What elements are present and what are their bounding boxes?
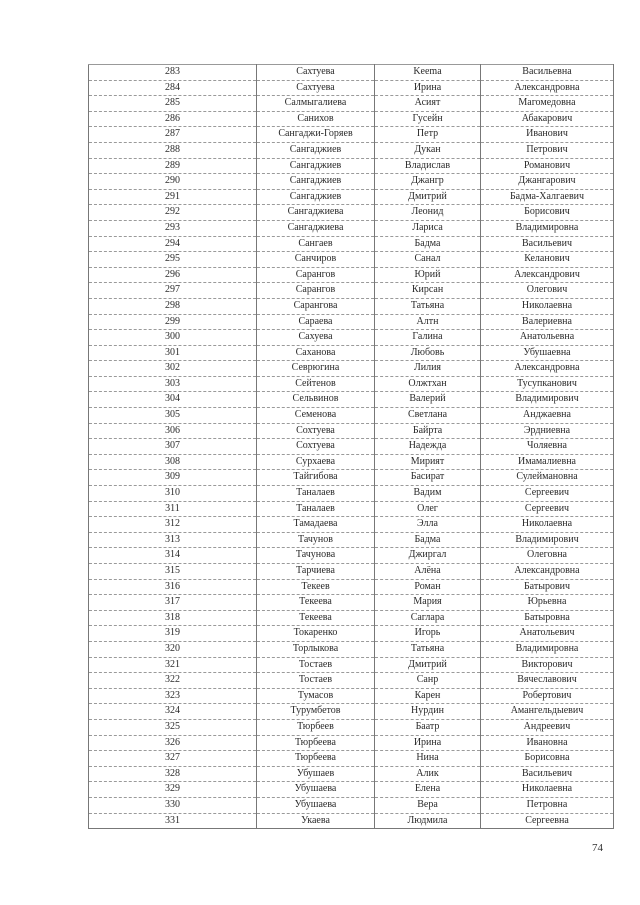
last-name-cell: Сангаджиев — [257, 158, 375, 174]
row-number-cell: 325 — [89, 719, 257, 735]
patronymic-cell: Владимирович — [481, 532, 614, 548]
row-number-cell: 288 — [89, 142, 257, 158]
first-name-cell: Вера — [375, 797, 481, 813]
table-row — [89, 751, 614, 767]
patronymic-cell: Магомедовна — [481, 96, 614, 112]
first-name-cell: Дмитрий — [375, 657, 481, 673]
last-name-cell: Сарангов — [257, 283, 375, 299]
patronymic-cell: Робертович — [481, 688, 614, 704]
row-number-cell: 292 — [89, 205, 257, 221]
table-row — [89, 657, 614, 673]
table-row — [89, 719, 614, 735]
last-name-cell: Семенова — [257, 408, 375, 424]
last-name-cell: Салмыгалиева — [257, 96, 375, 112]
table-row — [89, 532, 614, 548]
first-name-cell: Карен — [375, 688, 481, 704]
row-number-cell: 327 — [89, 751, 257, 767]
row-number-cell: 312 — [89, 517, 257, 533]
last-name-cell: Сохтуева — [257, 439, 375, 455]
last-name-cell: Сурхаева — [257, 454, 375, 470]
table-row — [89, 111, 614, 127]
last-name-cell: Укаева — [257, 813, 375, 829]
table-row — [89, 439, 614, 455]
table-row — [89, 283, 614, 299]
patronymic-cell: Викторович — [481, 657, 614, 673]
last-name-cell: Сангаджиев — [257, 189, 375, 205]
first-name-cell: Гусейн — [375, 111, 481, 127]
last-name-cell: Тарчиева — [257, 564, 375, 580]
patronymic-cell: Убушаевна — [481, 345, 614, 361]
patronymic-cell: Николаевна — [481, 782, 614, 798]
last-name-cell: Сарангов — [257, 267, 375, 283]
row-number-cell: 313 — [89, 532, 257, 548]
last-name-cell: Севрюгина — [257, 361, 375, 377]
last-name-cell: Сахтуева — [257, 80, 375, 96]
table-row — [89, 392, 614, 408]
patronymic-cell: Александровна — [481, 361, 614, 377]
first-name-cell: Роман — [375, 579, 481, 595]
last-name-cell: Сейтенов — [257, 376, 375, 392]
row-number-cell: 323 — [89, 688, 257, 704]
row-number-cell: 298 — [89, 298, 257, 314]
table-row — [89, 345, 614, 361]
patronymic-cell: Романович — [481, 158, 614, 174]
table-row — [89, 65, 614, 81]
last-name-cell: Убушаева — [257, 782, 375, 798]
row-number-cell: 284 — [89, 80, 257, 96]
row-number-cell: 286 — [89, 111, 257, 127]
row-number-cell: 322 — [89, 673, 257, 689]
patronymic-cell: Сулеймановна — [481, 470, 614, 486]
first-name-cell: Елена — [375, 782, 481, 798]
row-number-cell: 305 — [89, 408, 257, 424]
last-name-cell: Токаренко — [257, 626, 375, 642]
table-row — [89, 564, 614, 580]
patronymic-cell: Вячеславович — [481, 673, 614, 689]
patronymic-cell: Владимировна — [481, 641, 614, 657]
table-row — [89, 298, 614, 314]
row-number-cell: 319 — [89, 626, 257, 642]
row-number-cell: 303 — [89, 376, 257, 392]
last-name-cell: Тумасов — [257, 688, 375, 704]
patronymic-cell: Петрович — [481, 142, 614, 158]
table-row — [89, 486, 614, 502]
patronymic-cell: Борисович — [481, 205, 614, 221]
row-number-cell: 289 — [89, 158, 257, 174]
patronymic-cell: Александрович — [481, 267, 614, 283]
row-number-cell: 318 — [89, 610, 257, 626]
last-name-cell: Тостаев — [257, 673, 375, 689]
table-row — [89, 205, 614, 221]
table-row — [89, 673, 614, 689]
table-row — [89, 813, 614, 829]
first-name-cell: Ирина — [375, 80, 481, 96]
table-row — [89, 423, 614, 439]
patronymic-cell: Васильевич — [481, 766, 614, 782]
row-number-cell: 295 — [89, 252, 257, 268]
last-name-cell: Тайгибова — [257, 470, 375, 486]
first-name-cell: Keema — [375, 65, 481, 81]
first-name-cell: Байрта — [375, 423, 481, 439]
first-name-cell: Кирсан — [375, 283, 481, 299]
first-name-cell: Джангр — [375, 174, 481, 190]
last-name-cell: Сахуева — [257, 330, 375, 346]
first-name-cell: Асият — [375, 96, 481, 112]
row-number-cell: 283 — [89, 65, 257, 81]
last-name-cell: Таналаев — [257, 486, 375, 502]
table-row — [89, 408, 614, 424]
patronymic-cell: Николаевна — [481, 517, 614, 533]
page-number: 74 — [592, 842, 603, 854]
first-name-cell: Олжтхан — [375, 376, 481, 392]
row-number-cell: 285 — [89, 96, 257, 112]
row-number-cell: 299 — [89, 314, 257, 330]
last-name-cell: Сельвинов — [257, 392, 375, 408]
patronymic-cell: Владимировна — [481, 220, 614, 236]
table-row — [89, 252, 614, 268]
first-name-cell: Светлана — [375, 408, 481, 424]
row-number-cell: 326 — [89, 735, 257, 751]
patronymic-cell: Анатольевна — [481, 330, 614, 346]
last-name-cell: Тачунова — [257, 548, 375, 564]
row-number-cell: 314 — [89, 548, 257, 564]
last-name-cell: Санихов — [257, 111, 375, 127]
first-name-cell: Владислав — [375, 158, 481, 174]
first-name-cell: Ирина — [375, 735, 481, 751]
first-name-cell: Олег — [375, 501, 481, 517]
first-name-cell: Мирият — [375, 454, 481, 470]
table-row — [89, 236, 614, 252]
row-number-cell: 296 — [89, 267, 257, 283]
patronymic-cell: Васильевна — [481, 65, 614, 81]
patronymic-cell: Сергеевич — [481, 486, 614, 502]
table-row — [89, 548, 614, 564]
row-number-cell: 287 — [89, 127, 257, 143]
first-name-cell: Леонид — [375, 205, 481, 221]
first-name-cell: Мария — [375, 595, 481, 611]
first-name-cell: Алёна — [375, 564, 481, 580]
row-number-cell: 308 — [89, 454, 257, 470]
row-number-cell: 328 — [89, 766, 257, 782]
row-number-cell: 321 — [89, 657, 257, 673]
table-row — [89, 641, 614, 657]
row-number-cell: 316 — [89, 579, 257, 595]
first-name-cell: Любовь — [375, 345, 481, 361]
row-number-cell: 324 — [89, 704, 257, 720]
patronymic-cell: Андреевич — [481, 719, 614, 735]
row-number-cell: 293 — [89, 220, 257, 236]
table-row — [89, 127, 614, 143]
first-name-cell: Галина — [375, 330, 481, 346]
row-number-cell: 306 — [89, 423, 257, 439]
row-number-cell: 311 — [89, 501, 257, 517]
first-name-cell: Лилия — [375, 361, 481, 377]
first-name-cell: Дукан — [375, 142, 481, 158]
row-number-cell: 300 — [89, 330, 257, 346]
first-name-cell: Татьяна — [375, 298, 481, 314]
table-row — [89, 470, 614, 486]
first-name-cell: Санал — [375, 252, 481, 268]
last-name-cell: Санчиров — [257, 252, 375, 268]
first-name-cell: Элла — [375, 517, 481, 533]
first-name-cell: Надежда — [375, 439, 481, 455]
patronymic-cell: Сергеевна — [481, 813, 614, 829]
table-body — [89, 65, 614, 829]
row-number-cell: 331 — [89, 813, 257, 829]
last-name-cell: Таналаев — [257, 501, 375, 517]
row-number-cell: 302 — [89, 361, 257, 377]
table-row — [89, 579, 614, 595]
row-number-cell: 290 — [89, 174, 257, 190]
first-name-cell: Игорь — [375, 626, 481, 642]
first-name-cell: Людмила — [375, 813, 481, 829]
patronymic-cell: Николаевна — [481, 298, 614, 314]
first-name-cell: Джиргал — [375, 548, 481, 564]
patronymic-cell: Борисовна — [481, 751, 614, 767]
table-row — [89, 501, 614, 517]
first-name-cell: Юрий — [375, 267, 481, 283]
patronymic-cell: Имамалиевна — [481, 454, 614, 470]
first-name-cell: Петр — [375, 127, 481, 143]
table-row — [89, 80, 614, 96]
row-number-cell: 309 — [89, 470, 257, 486]
table-row — [89, 376, 614, 392]
patronymic-cell: Джангарович — [481, 174, 614, 190]
first-name-cell: Лариса — [375, 220, 481, 236]
row-number-cell: 315 — [89, 564, 257, 580]
patronymic-cell: Сергеевич — [481, 501, 614, 517]
first-name-cell: Бадма — [375, 236, 481, 252]
patronymic-cell: Амангельдыевич — [481, 704, 614, 720]
last-name-cell: Тюрбеева — [257, 751, 375, 767]
patronymic-cell: Александровна — [481, 564, 614, 580]
first-name-cell: Валерий — [375, 392, 481, 408]
first-name-cell: Санр — [375, 673, 481, 689]
table-row — [89, 174, 614, 190]
last-name-cell: Текеева — [257, 610, 375, 626]
table-row — [89, 361, 614, 377]
table-row — [89, 142, 614, 158]
table-row — [89, 454, 614, 470]
patronymic-cell: Батыровна — [481, 610, 614, 626]
patronymic-cell: Анатольевич — [481, 626, 614, 642]
table-row — [89, 330, 614, 346]
last-name-cell: Сохтуева — [257, 423, 375, 439]
last-name-cell: Текеева — [257, 595, 375, 611]
last-name-cell: Сангаджиева — [257, 205, 375, 221]
patronymic-cell: Валериевна — [481, 314, 614, 330]
table-row — [89, 782, 614, 798]
patronymic-cell: Васильевич — [481, 236, 614, 252]
last-name-cell: Сангаджи-Горяев — [257, 127, 375, 143]
last-name-cell: Убушаев — [257, 766, 375, 782]
row-number-cell: 320 — [89, 641, 257, 657]
table-row — [89, 189, 614, 205]
patronymic-cell: Анджаевна — [481, 408, 614, 424]
last-name-cell: Тамадаева — [257, 517, 375, 533]
table-row — [89, 610, 614, 626]
last-name-cell: Сангаев — [257, 236, 375, 252]
first-name-cell: Басират — [375, 470, 481, 486]
table-row — [89, 267, 614, 283]
table-row — [89, 766, 614, 782]
table-row — [89, 517, 614, 533]
row-number-cell: 307 — [89, 439, 257, 455]
first-name-cell: Баатр — [375, 719, 481, 735]
row-number-cell: 310 — [89, 486, 257, 502]
patronymic-cell: Александровна — [481, 80, 614, 96]
patronymic-cell: Юрьевна — [481, 595, 614, 611]
last-name-cell: Текеев — [257, 579, 375, 595]
table-row — [89, 735, 614, 751]
row-number-cell: 294 — [89, 236, 257, 252]
table-row — [89, 220, 614, 236]
patronymic-cell: Эрдниевна — [481, 423, 614, 439]
row-number-cell: 297 — [89, 283, 257, 299]
table-row — [89, 688, 614, 704]
last-name-cell: Сарангова — [257, 298, 375, 314]
last-name-cell: Убушаева — [257, 797, 375, 813]
first-name-cell: Бадма — [375, 532, 481, 548]
name-table — [88, 64, 614, 829]
patronymic-cell: Келанович — [481, 252, 614, 268]
patronymic-cell: Чоляевна — [481, 439, 614, 455]
first-name-cell: Нурдин — [375, 704, 481, 720]
table-row — [89, 704, 614, 720]
patronymic-cell: Владимирович — [481, 392, 614, 408]
first-name-cell: Татьяна — [375, 641, 481, 657]
table-row — [89, 158, 614, 174]
last-name-cell: Саханова — [257, 345, 375, 361]
last-name-cell: Тачунов — [257, 532, 375, 548]
row-number-cell: 304 — [89, 392, 257, 408]
first-name-cell: Дмитрий — [375, 189, 481, 205]
first-name-cell: Нина — [375, 751, 481, 767]
last-name-cell: Сангаджиев — [257, 174, 375, 190]
last-name-cell: Тостаев — [257, 657, 375, 673]
patronymic-cell: Ивановна — [481, 735, 614, 751]
first-name-cell: Саглара — [375, 610, 481, 626]
last-name-cell: Сангаджиева — [257, 220, 375, 236]
patronymic-cell: Тусупканович — [481, 376, 614, 392]
patronymic-cell: Олегович — [481, 283, 614, 299]
table-row — [89, 797, 614, 813]
row-number-cell: 301 — [89, 345, 257, 361]
last-name-cell: Тюрбеев — [257, 719, 375, 735]
first-name-cell: Алик — [375, 766, 481, 782]
last-name-cell: Сахтуева — [257, 65, 375, 81]
first-name-cell: Вадим — [375, 486, 481, 502]
last-name-cell: Сараева — [257, 314, 375, 330]
last-name-cell: Торлыкова — [257, 641, 375, 657]
patronymic-cell: Бадма-Халгаевич — [481, 189, 614, 205]
last-name-cell: Сангаджиев — [257, 142, 375, 158]
patronymic-cell: Иванович — [481, 127, 614, 143]
row-number-cell: 329 — [89, 782, 257, 798]
table-row — [89, 626, 614, 642]
last-name-cell: Тюрбеева — [257, 735, 375, 751]
row-number-cell: 291 — [89, 189, 257, 205]
patronymic-cell: Абакарович — [481, 111, 614, 127]
row-number-cell: 317 — [89, 595, 257, 611]
first-name-cell: Алтн — [375, 314, 481, 330]
table-row — [89, 595, 614, 611]
table-row — [89, 96, 614, 112]
last-name-cell: Турумбетов — [257, 704, 375, 720]
table-row — [89, 314, 614, 330]
patronymic-cell: Петровна — [481, 797, 614, 813]
row-number-cell: 330 — [89, 797, 257, 813]
patronymic-cell: Олеговна — [481, 548, 614, 564]
patronymic-cell: Батырович — [481, 579, 614, 595]
